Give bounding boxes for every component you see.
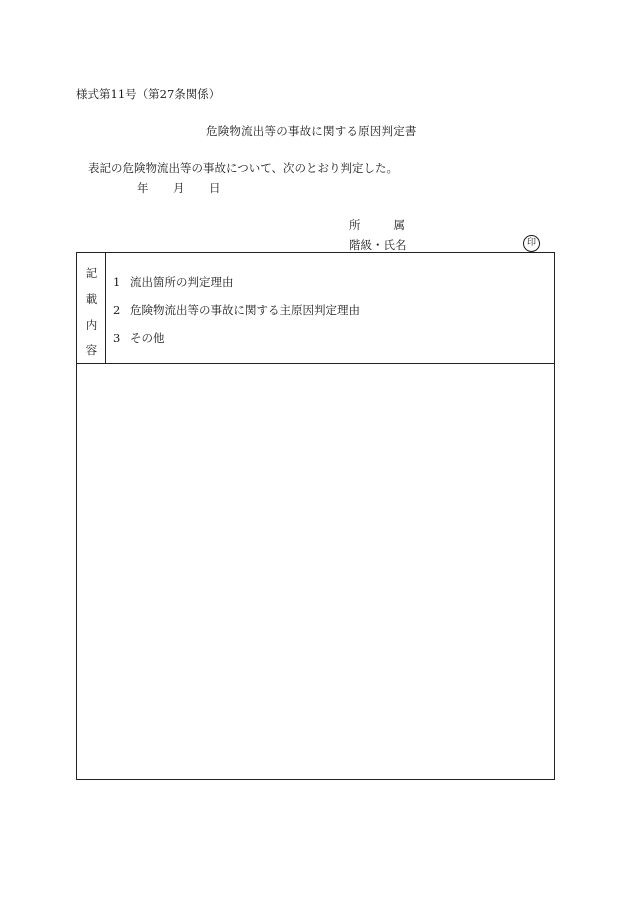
entry-item [113,302,360,318]
entry-item-number: 1 [113,275,121,289]
date-day-label: 日 [209,181,221,195]
entry-item [113,274,234,290]
affiliation-label [349,217,405,233]
date-line [137,180,221,196]
entry-item-text: 危険物流出等の事故に関する主原因判定理由 [130,303,360,317]
date-year-label: 年 [137,181,149,195]
label-char: 載 [85,292,98,306]
entry-item-number: 3 [113,331,121,345]
label-char: 内 [85,318,98,332]
entry-item-text: その他 [130,331,165,345]
entry-item [113,330,165,346]
affiliation-char-2: 属 [393,218,405,232]
entry-body-area[interactable] [77,364,554,779]
rank-name-label: 階級・氏名 [349,238,407,252]
date-month-label: 月 [173,181,185,195]
entry-item-number: 2 [113,303,121,317]
judgment-statement: 表記の危険物流出等の事故について、次のとおり判定した。 [88,161,399,175]
document-title: 危険物流出等の事故に関する原因判定書 [206,124,417,138]
entry-content-label-cell [77,253,106,363]
affiliation-char-1: 所 [349,218,361,232]
label-char: 容 [85,343,98,357]
judgment-table [76,252,555,780]
seal-mark: 印 [523,235,540,252]
label-char: 記 [85,266,98,280]
entry-item-text: 流出箇所の判定理由 [130,275,234,289]
form-number: 様式第11号（第27条関係） [76,87,221,101]
entry-items-cell [106,253,554,363]
